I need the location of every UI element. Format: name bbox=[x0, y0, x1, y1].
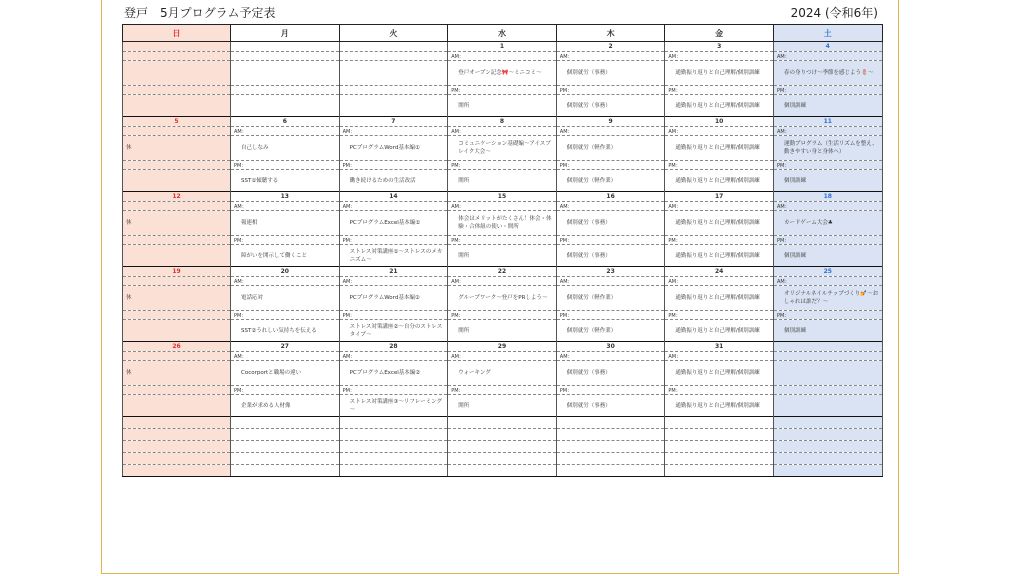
pm-activity: 通勤振り返りと自己理解/個別訓練 bbox=[665, 320, 774, 342]
am-label: AM： bbox=[448, 127, 557, 136]
pm-activity: 開所 bbox=[448, 170, 557, 192]
am-label: AM： bbox=[448, 352, 557, 361]
date-row bbox=[123, 117, 883, 127]
am-label: AM： bbox=[448, 277, 557, 286]
weekday-fri: 金 bbox=[665, 25, 774, 42]
am-activity bbox=[339, 61, 448, 86]
am-activity: 報連相 bbox=[231, 211, 340, 236]
am-label: AM： bbox=[773, 202, 882, 211]
empty-cell bbox=[339, 429, 448, 441]
am-activity: 春の身りつけ～季節を感じよう🌷～ bbox=[773, 61, 882, 86]
pm-activity: 通勤振り返りと自己理解/個別訓練 bbox=[665, 395, 774, 417]
date-cell: 24 bbox=[665, 267, 774, 277]
pm-label: PM： bbox=[231, 311, 340, 320]
pm-activity: ストレス対策講座③～リフレーミング～ bbox=[339, 395, 448, 417]
date-cell bbox=[231, 42, 340, 52]
pm-activity: 個別就労（事務） bbox=[556, 245, 665, 267]
am-label bbox=[123, 127, 231, 136]
am-label: AM： bbox=[773, 127, 882, 136]
am-label: AM： bbox=[448, 202, 557, 211]
pm-activity: 個別訓練 bbox=[773, 245, 882, 267]
am-label: AM： bbox=[665, 202, 774, 211]
pm-label: PM： bbox=[339, 161, 448, 170]
pm-label: PM： bbox=[665, 161, 774, 170]
pm-activity: ストレス対策講座①～ストレスのメカニズム～ bbox=[339, 245, 448, 267]
empty-cell bbox=[556, 453, 665, 465]
pm-label-row bbox=[123, 311, 883, 320]
am-activity: Cocorportと職場の違い bbox=[231, 361, 340, 386]
date-cell: 30 bbox=[556, 342, 665, 352]
date-cell bbox=[339, 42, 448, 52]
am-label bbox=[123, 52, 231, 61]
sheet-title: 登戸 5月プログラム予定表 bbox=[124, 6, 276, 20]
empty-cell bbox=[231, 453, 340, 465]
pm-label: PM： bbox=[665, 386, 774, 395]
date-cell: 19 bbox=[123, 267, 231, 277]
empty-cell bbox=[448, 429, 557, 441]
empty-cell bbox=[123, 429, 231, 441]
am-label-row bbox=[123, 277, 883, 286]
date-cell: 11 bbox=[773, 117, 882, 127]
empty-cell bbox=[123, 465, 231, 477]
am-activity: グループワーク～登戸をPRしよう～ bbox=[448, 286, 557, 311]
pm-activity: 個別訓練 bbox=[773, 170, 882, 192]
empty-row bbox=[123, 417, 883, 429]
am-label: AM： bbox=[556, 352, 665, 361]
pm-label bbox=[231, 86, 340, 95]
empty-cell bbox=[556, 465, 665, 477]
empty-cell bbox=[665, 417, 774, 429]
date-cell: 16 bbox=[556, 192, 665, 202]
pm-activity-row bbox=[123, 395, 883, 417]
am-activity: 自己しなみ bbox=[231, 136, 340, 161]
date-cell: 7 bbox=[339, 117, 448, 127]
am-label: AM： bbox=[339, 202, 448, 211]
date-cell: 20 bbox=[231, 267, 340, 277]
empty-cell bbox=[339, 453, 448, 465]
am-label: AM： bbox=[231, 277, 340, 286]
date-cell: 18 bbox=[773, 192, 882, 202]
empty-row bbox=[123, 453, 883, 465]
pm-label: PM： bbox=[773, 311, 882, 320]
pm-label: PM： bbox=[665, 236, 774, 245]
pm-activity bbox=[123, 320, 231, 342]
pm-label bbox=[123, 86, 231, 95]
am-activity: 個別就労（事務） bbox=[556, 61, 665, 86]
pm-activity bbox=[123, 395, 231, 417]
empty-row bbox=[123, 465, 883, 477]
date-cell: 28 bbox=[339, 342, 448, 352]
date-cell: 2 bbox=[556, 42, 665, 52]
pm-activity: 開所 bbox=[448, 395, 557, 417]
pm-activity bbox=[339, 95, 448, 117]
empty-row bbox=[123, 441, 883, 453]
am-activity-row bbox=[123, 136, 883, 161]
am-label bbox=[231, 52, 340, 61]
empty-cell bbox=[773, 429, 882, 441]
date-cell: 22 bbox=[448, 267, 557, 277]
date-cell: 27 bbox=[231, 342, 340, 352]
pm-label: PM： bbox=[665, 86, 774, 95]
am-label: AM： bbox=[448, 52, 557, 61]
pm-label bbox=[123, 161, 231, 170]
pm-activity: 個別訓練 bbox=[773, 95, 882, 117]
am-label bbox=[123, 202, 231, 211]
am-activity-row bbox=[123, 211, 883, 236]
pm-label-row bbox=[123, 86, 883, 95]
am-label-row bbox=[123, 352, 883, 361]
pm-activity: 働き続けるための生活改活 bbox=[339, 170, 448, 192]
pm-activity: 個別訓練 bbox=[773, 320, 882, 342]
am-label: AM： bbox=[556, 202, 665, 211]
am-label: AM： bbox=[231, 352, 340, 361]
am-label: AM： bbox=[556, 277, 665, 286]
am-activity bbox=[231, 61, 340, 86]
weekday-thu: 木 bbox=[556, 25, 665, 42]
pm-label-row bbox=[123, 161, 883, 170]
empty-cell bbox=[231, 441, 340, 453]
empty-cell bbox=[339, 417, 448, 429]
pm-label-row bbox=[123, 236, 883, 245]
pm-activity-row bbox=[123, 245, 883, 267]
empty-cell bbox=[123, 453, 231, 465]
am-activity: 登戸オープン記念🎀～ミニコミ～ bbox=[448, 61, 557, 86]
pm-label: PM： bbox=[448, 311, 557, 320]
am-label: AM： bbox=[773, 277, 882, 286]
am-activity: 休 bbox=[123, 286, 231, 311]
am-activity: 個別就労（軽作業） bbox=[556, 286, 665, 311]
am-label: AM： bbox=[556, 127, 665, 136]
date-cell: 26 bbox=[123, 342, 231, 352]
pm-label: PM： bbox=[773, 236, 882, 245]
pm-label: PM： bbox=[231, 161, 340, 170]
date-cell: 13 bbox=[231, 192, 340, 202]
date-cell: 29 bbox=[448, 342, 557, 352]
empty-cell bbox=[773, 417, 882, 429]
pm-label: PM： bbox=[556, 386, 665, 395]
pm-activity: 通勤振り返りと自己理解/個別訓練 bbox=[665, 95, 774, 117]
am-label: AM： bbox=[665, 277, 774, 286]
empty-cell bbox=[231, 417, 340, 429]
am-activity bbox=[123, 61, 231, 86]
pm-activity: 企業が求める人材像 bbox=[231, 395, 340, 417]
pm-activity: 個別就労（事務） bbox=[556, 395, 665, 417]
pm-label: PM： bbox=[773, 161, 882, 170]
am-activity: 休 bbox=[123, 136, 231, 161]
am-activity: 体会はメリットがたくさん！体会・体験・合体組の使い・開所 bbox=[448, 211, 557, 236]
am-label-row bbox=[123, 202, 883, 211]
pm-label bbox=[123, 311, 231, 320]
pm-label: PM： bbox=[556, 311, 665, 320]
pm-activity bbox=[231, 95, 340, 117]
am-label: AM： bbox=[556, 52, 665, 61]
am-label bbox=[123, 352, 231, 361]
pm-activity: 障がいを開示して働くこと bbox=[231, 245, 340, 267]
date-row bbox=[123, 192, 883, 202]
pm-activity bbox=[123, 245, 231, 267]
date-cell bbox=[123, 42, 231, 52]
pm-activity-row bbox=[123, 170, 883, 192]
weekday-mon: 月 bbox=[231, 25, 340, 42]
date-cell: 9 bbox=[556, 117, 665, 127]
pm-label: PM： bbox=[231, 236, 340, 245]
am-label: AM： bbox=[665, 52, 774, 61]
pm-label: PM： bbox=[665, 311, 774, 320]
am-label: AM： bbox=[231, 127, 340, 136]
am-activity: PCプログラムWord基本編① bbox=[339, 136, 448, 161]
am-label bbox=[773, 352, 882, 361]
am-label-row bbox=[123, 52, 883, 61]
empty-cell bbox=[556, 441, 665, 453]
am-label: AM： bbox=[231, 202, 340, 211]
am-activity: 通勤振り返りと自己理解/個別訓練 bbox=[665, 361, 774, 386]
date-cell: 3 bbox=[665, 42, 774, 52]
am-activity: 通勤振り返りと自己理解/個別訓練 bbox=[665, 136, 774, 161]
date-cell: 10 bbox=[665, 117, 774, 127]
date-cell: 5 bbox=[123, 117, 231, 127]
am-activity: PCプログラムWord基本編② bbox=[339, 286, 448, 311]
weekday-header-row bbox=[123, 25, 883, 42]
pm-label: PM： bbox=[448, 86, 557, 95]
empty-cell bbox=[665, 453, 774, 465]
pm-activity-row bbox=[123, 320, 883, 342]
date-cell: 4 bbox=[773, 42, 882, 52]
am-activity: 電話応対 bbox=[231, 286, 340, 311]
pm-label: PM： bbox=[339, 386, 448, 395]
empty-cell bbox=[123, 441, 231, 453]
date-cell: 1 bbox=[448, 42, 557, 52]
am-activity: 休 bbox=[123, 361, 231, 386]
date-cell: 17 bbox=[665, 192, 774, 202]
am-activity: 個別就労（軽作業） bbox=[556, 136, 665, 161]
am-activity: 通勤振り返りと自己理解/個別訓練 bbox=[665, 286, 774, 311]
am-activity: オリジナルネイルチップづくり💅～おしゃれは誰だ？～ bbox=[773, 286, 882, 311]
empty-cell bbox=[773, 465, 882, 477]
pm-label-row bbox=[123, 386, 883, 395]
empty-cell bbox=[665, 429, 774, 441]
pm-activity: 通勤振り返りと自己理解/個別訓練 bbox=[665, 170, 774, 192]
am-label: AM： bbox=[665, 352, 774, 361]
pm-activity: 通勤振り返りと自己理解/個別訓練 bbox=[665, 245, 774, 267]
pm-label: PM： bbox=[773, 86, 882, 95]
empty-cell bbox=[556, 429, 665, 441]
date-cell: 23 bbox=[556, 267, 665, 277]
am-label bbox=[123, 277, 231, 286]
pm-label: PM： bbox=[556, 236, 665, 245]
pm-label: PM： bbox=[448, 236, 557, 245]
empty-cell bbox=[665, 441, 774, 453]
pm-activity bbox=[123, 170, 231, 192]
empty-cell bbox=[665, 465, 774, 477]
am-label: AM： bbox=[339, 127, 448, 136]
pm-label bbox=[773, 386, 882, 395]
sheet-year: 2024 (令和6年) bbox=[790, 6, 878, 20]
date-row bbox=[123, 267, 883, 277]
empty-cell bbox=[231, 465, 340, 477]
empty-cell bbox=[773, 453, 882, 465]
pm-activity: 開所 bbox=[448, 245, 557, 267]
weekday-sun: 日 bbox=[123, 25, 231, 42]
am-label: AM： bbox=[665, 127, 774, 136]
pm-label bbox=[123, 236, 231, 245]
date-cell: 8 bbox=[448, 117, 557, 127]
date-cell: 21 bbox=[339, 267, 448, 277]
pm-label: PM： bbox=[339, 236, 448, 245]
empty-cell bbox=[123, 417, 231, 429]
weekday-sat: 土 bbox=[773, 25, 882, 42]
empty-cell bbox=[448, 417, 557, 429]
empty-cell bbox=[448, 441, 557, 453]
pm-label: PM： bbox=[231, 386, 340, 395]
pm-activity bbox=[123, 95, 231, 117]
pm-activity: 個別就労（軽作業） bbox=[556, 320, 665, 342]
pm-activity: SST②うれしい気持ちを伝える bbox=[231, 320, 340, 342]
am-label: AM： bbox=[339, 277, 448, 286]
date-cell bbox=[773, 342, 882, 352]
date-cell: 14 bbox=[339, 192, 448, 202]
am-label-row bbox=[123, 127, 883, 136]
pm-activity: 個別就労（軽作業） bbox=[556, 170, 665, 192]
pm-activity: 開所 bbox=[448, 95, 557, 117]
am-activity: 運動プログラム（生活リズムを整え、動きやすい身と身体へ） bbox=[773, 136, 882, 161]
am-activity-row bbox=[123, 61, 883, 86]
am-label: AM： bbox=[773, 52, 882, 61]
pm-activity bbox=[773, 395, 882, 417]
date-cell: 31 bbox=[665, 342, 774, 352]
pm-label: PM： bbox=[448, 161, 557, 170]
calendar-table bbox=[122, 24, 883, 477]
pm-label: PM： bbox=[556, 86, 665, 95]
am-activity: コミュニケーション基礎編～アイスブレイク大会～ bbox=[448, 136, 557, 161]
date-cell: 6 bbox=[231, 117, 340, 127]
pm-activity: 個別就労（事務） bbox=[556, 95, 665, 117]
empty-row bbox=[123, 429, 883, 441]
date-cell: 15 bbox=[448, 192, 557, 202]
am-activity: 個別就労（事務） bbox=[556, 211, 665, 236]
weekday-tue: 火 bbox=[339, 25, 448, 42]
empty-cell bbox=[231, 429, 340, 441]
am-activity-row bbox=[123, 361, 883, 386]
pm-activity-row bbox=[123, 95, 883, 117]
pm-label bbox=[339, 86, 448, 95]
am-activity: 休 bbox=[123, 211, 231, 236]
pm-label: PM： bbox=[339, 311, 448, 320]
am-activity: カードゲーム大会♣ bbox=[773, 211, 882, 236]
pm-label: PM： bbox=[556, 161, 665, 170]
am-activity: 通勤振り返りと自己理解/個別訓練 bbox=[665, 61, 774, 86]
date-cell: 12 bbox=[123, 192, 231, 202]
am-label bbox=[339, 52, 448, 61]
empty-cell bbox=[339, 441, 448, 453]
pm-label: PM： bbox=[448, 386, 557, 395]
am-activity: 個別就労（事務） bbox=[556, 361, 665, 386]
am-activity bbox=[773, 361, 882, 386]
am-label: AM： bbox=[339, 352, 448, 361]
pm-activity: SST①傾聴する bbox=[231, 170, 340, 192]
weekday-wed: 水 bbox=[448, 25, 557, 42]
pm-activity: 開所 bbox=[448, 320, 557, 342]
am-activity: PCプログラムExcel基本編① bbox=[339, 211, 448, 236]
pm-label bbox=[123, 386, 231, 395]
am-activity: PCプログラムExcel基本編② bbox=[339, 361, 448, 386]
am-activity: 通勤振り返りと自己理解/個別訓練 bbox=[665, 211, 774, 236]
am-activity: ウォーキング bbox=[448, 361, 557, 386]
date-row bbox=[123, 342, 883, 352]
empty-cell bbox=[448, 453, 557, 465]
empty-cell bbox=[556, 417, 665, 429]
empty-cell bbox=[448, 465, 557, 477]
pm-activity: ストレス対策講座②～自分のストレスタイプ～ bbox=[339, 320, 448, 342]
date-cell: 25 bbox=[773, 267, 882, 277]
empty-cell bbox=[339, 465, 448, 477]
am-activity-row bbox=[123, 286, 883, 311]
date-row bbox=[123, 42, 883, 52]
empty-cell bbox=[773, 441, 882, 453]
schedule-sheet bbox=[101, 0, 899, 574]
